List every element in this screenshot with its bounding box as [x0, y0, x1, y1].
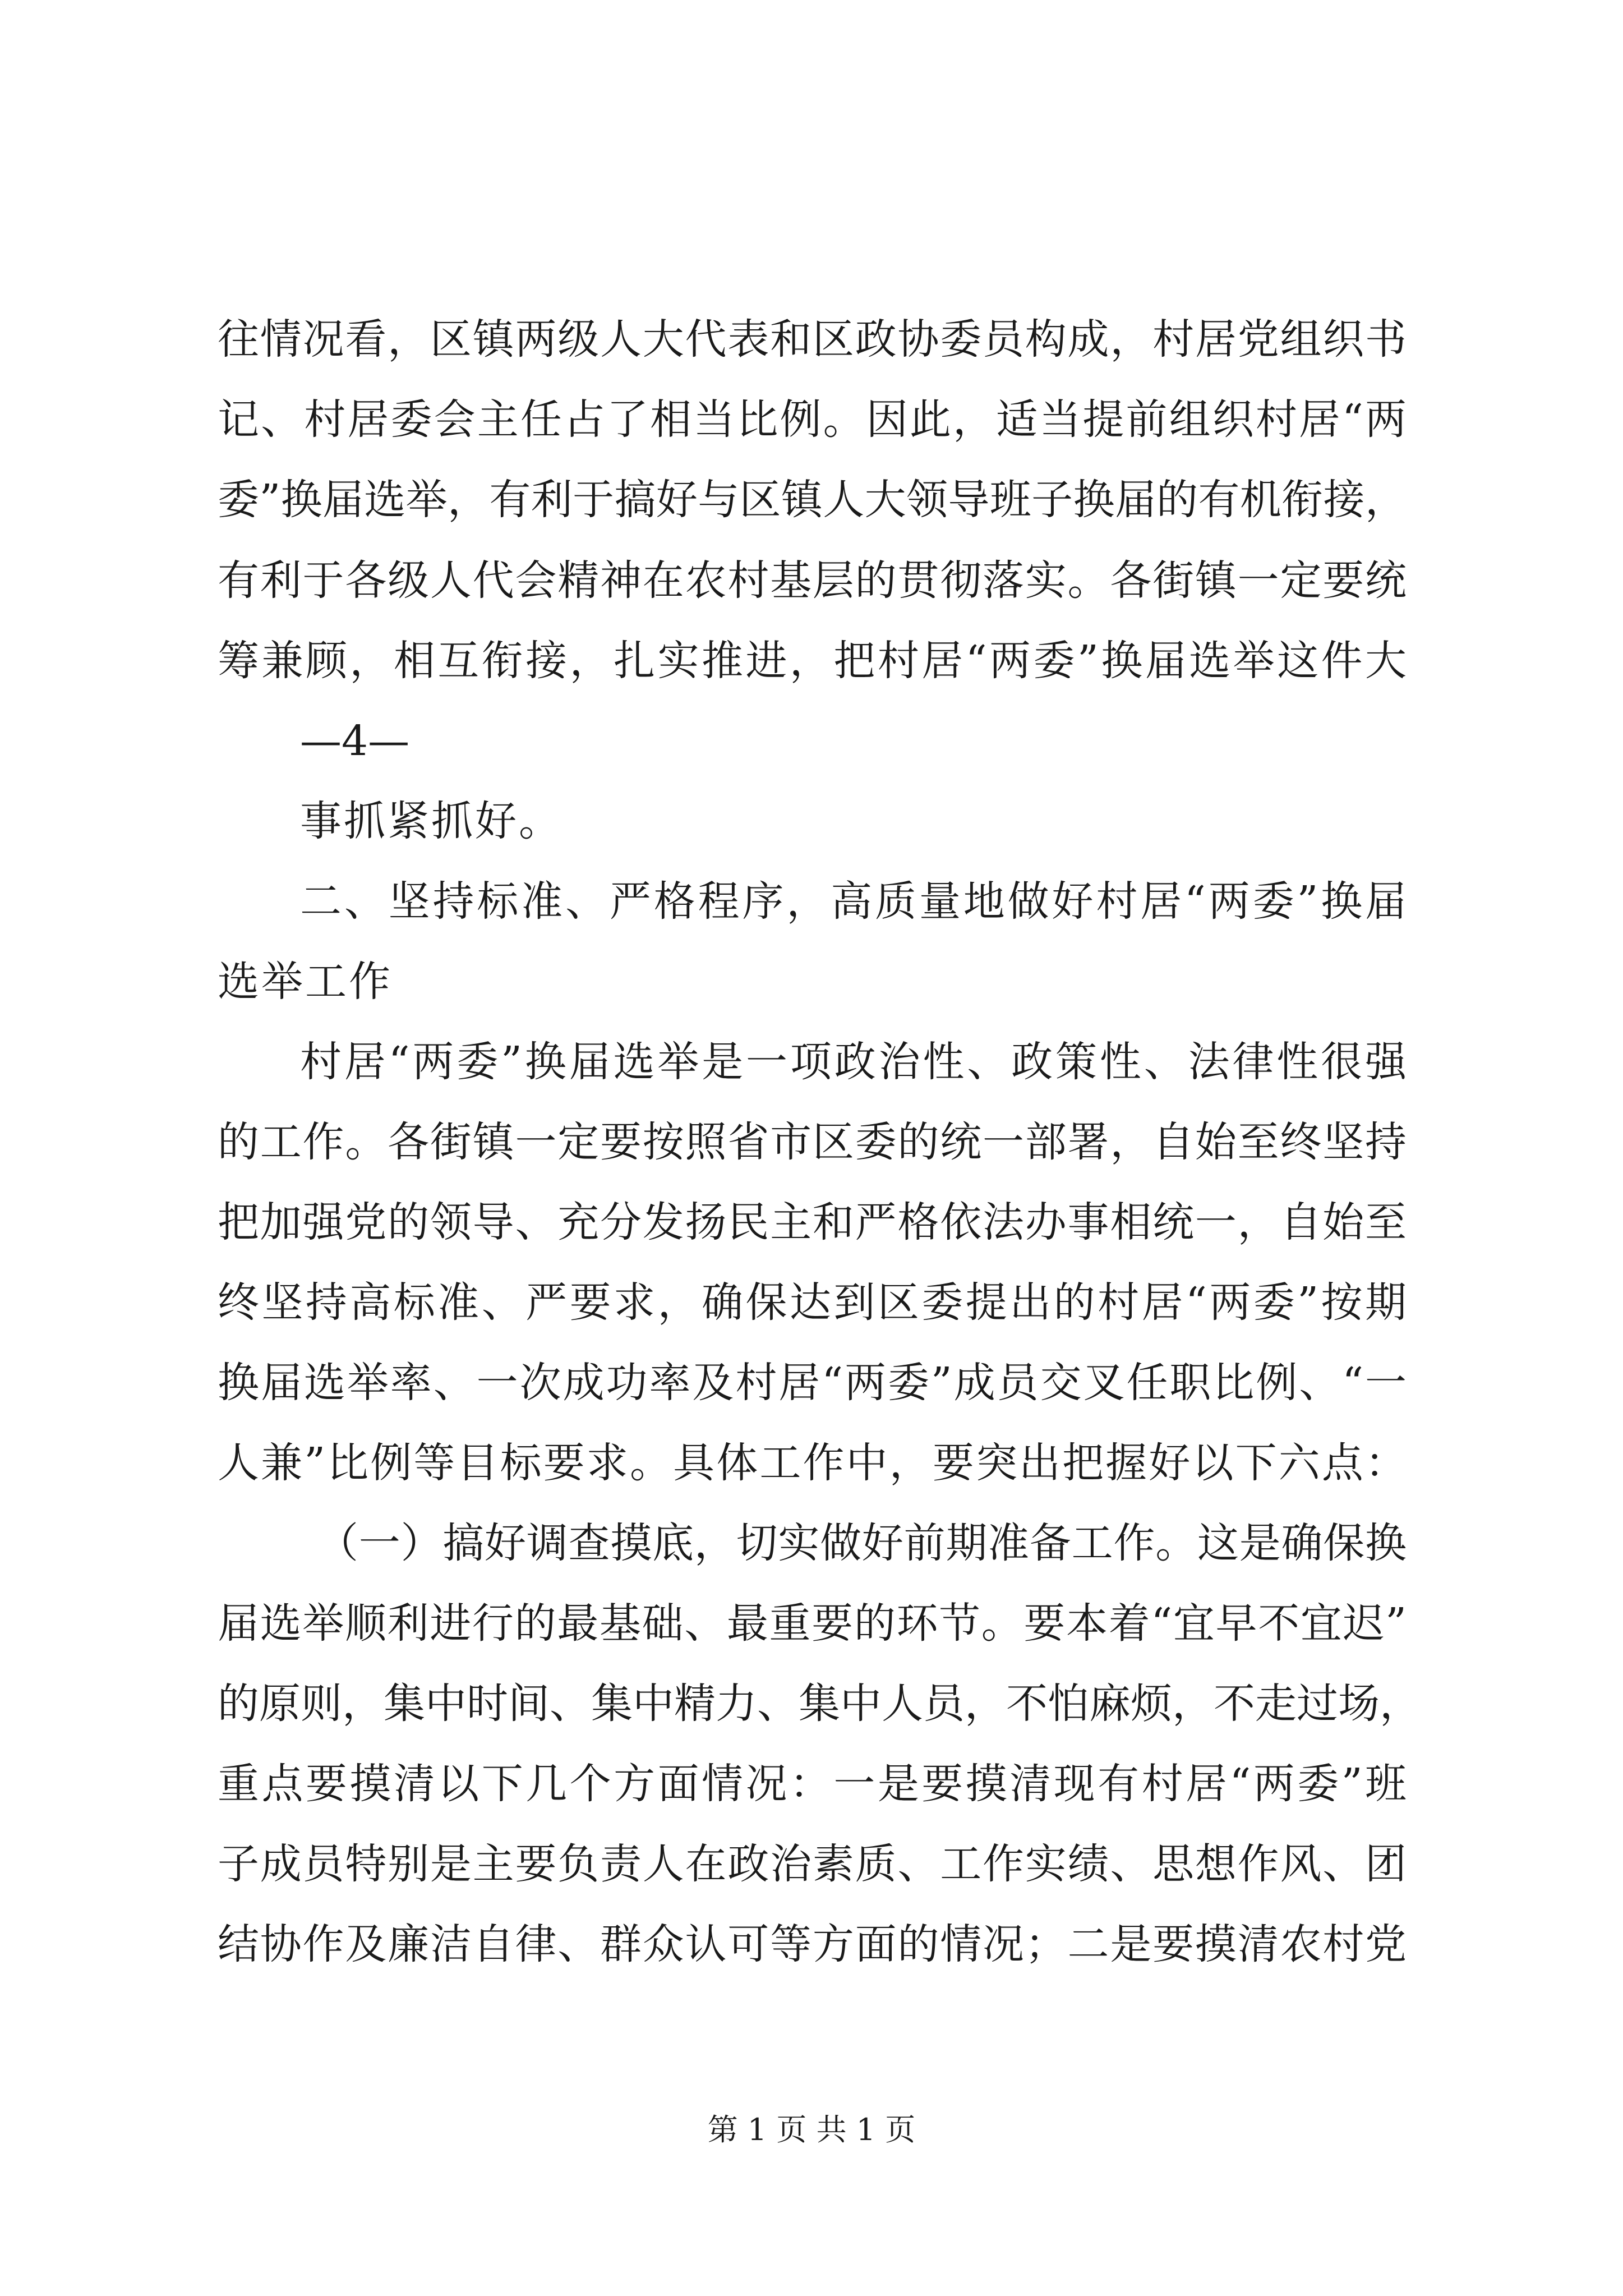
text-line [0, 1106, 1623, 1179]
text-line-content: 子成员特别是主要负责人在政治素质、工作实绩、思想作风、团 [218, 1840, 1407, 1888]
text-line-content: 届选举顺利进行的最基础、最重要的环节。要本着“宜早不宜迟” [218, 1599, 1407, 1648]
text-line-content: 事抓紧抓好。 [300, 797, 562, 845]
text-line [0, 1427, 1623, 1499]
text-line-content: （一）搞好调查摸底，切实做好前期准备工作。这是确保换 [317, 1519, 1407, 1567]
text-line-content: 人兼”比例等目标要求。具体工作中，要突出把握好以下六点： [218, 1439, 1407, 1487]
text-line-content: 把加强党的领导、充分发扬民主和严格依法办事相统一，自始至 [218, 1198, 1407, 1246]
text-line-content: 重点要摸清以下几个方面情况：一是要摸清现有村居“两委”班 [218, 1760, 1407, 1808]
text-line [0, 1587, 1623, 1660]
text-line-content: 换届选举率、一次成功率及村居“两委”成员交叉任职比例、“一 [218, 1359, 1407, 1407]
text-line-content: 的工作。各街镇一定要按照省市区委的统一部署，自始至终坚持 [218, 1118, 1407, 1166]
text-line-content: 的原则，集中时间、集中精力、集中人员，不怕麻烦，不走过场， [218, 1680, 1421, 1728]
text-line [0, 1266, 1623, 1339]
text-line-content: 往情况看，区镇两级人大代表和区政协委员构成，村居党组织书 [218, 315, 1407, 364]
text-line-content: 终坚持高标准、严要求，确保达到区委提出的村居“两委”按期 [218, 1278, 1407, 1327]
text-line [0, 1747, 1623, 1820]
text-line-content: 结协作及廉洁自律、群众认可等方面的情况；二是要摸清农村党 [218, 1920, 1407, 1968]
text-line-content: 委”换届选举，有利于搞好与区镇人大领导班子换届的有机衔接， [218, 476, 1407, 524]
text-line [0, 1908, 1623, 1981]
text-line-content: 筹兼顾，相互衔接，扎实推进，把村居“两委”换届选举这件大 [218, 637, 1407, 685]
text-line-content: 记、村居委会主任占了相当比例。因此，适当提前组织村居“两 [218, 395, 1407, 444]
page-number-text: —4— [300, 717, 410, 765]
text-line [0, 1025, 1623, 1098]
section-heading-text: 二、坚持标准、严格程序，高质量地做好村居“两委”换届 [300, 877, 1407, 926]
section-heading-text: 选举工作 [218, 958, 393, 1006]
text-line [0, 1507, 1623, 1580]
text-line [0, 1346, 1623, 1419]
section-heading [0, 865, 1623, 938]
text-line [0, 785, 1623, 858]
text-line [0, 624, 1623, 697]
page-footer: 第 1 页 共 1 页 [707, 2112, 916, 2147]
text-line [0, 1828, 1623, 1901]
text-line [0, 463, 1623, 536]
text-line [0, 544, 1623, 617]
text-line [0, 1186, 1623, 1259]
text-line [0, 303, 1623, 376]
text-line [0, 1667, 1623, 1740]
section-heading [0, 945, 1623, 1018]
text-line-content: 村居“两委”换届选举是一项政治性、政策性、法律性很强 [300, 1038, 1407, 1086]
text-line [0, 383, 1623, 456]
page-number-inline [0, 705, 1623, 777]
text-line-content: 有利于各级人代会精神在农村基层的贯彻落实。各街镇一定要统 [218, 556, 1407, 605]
